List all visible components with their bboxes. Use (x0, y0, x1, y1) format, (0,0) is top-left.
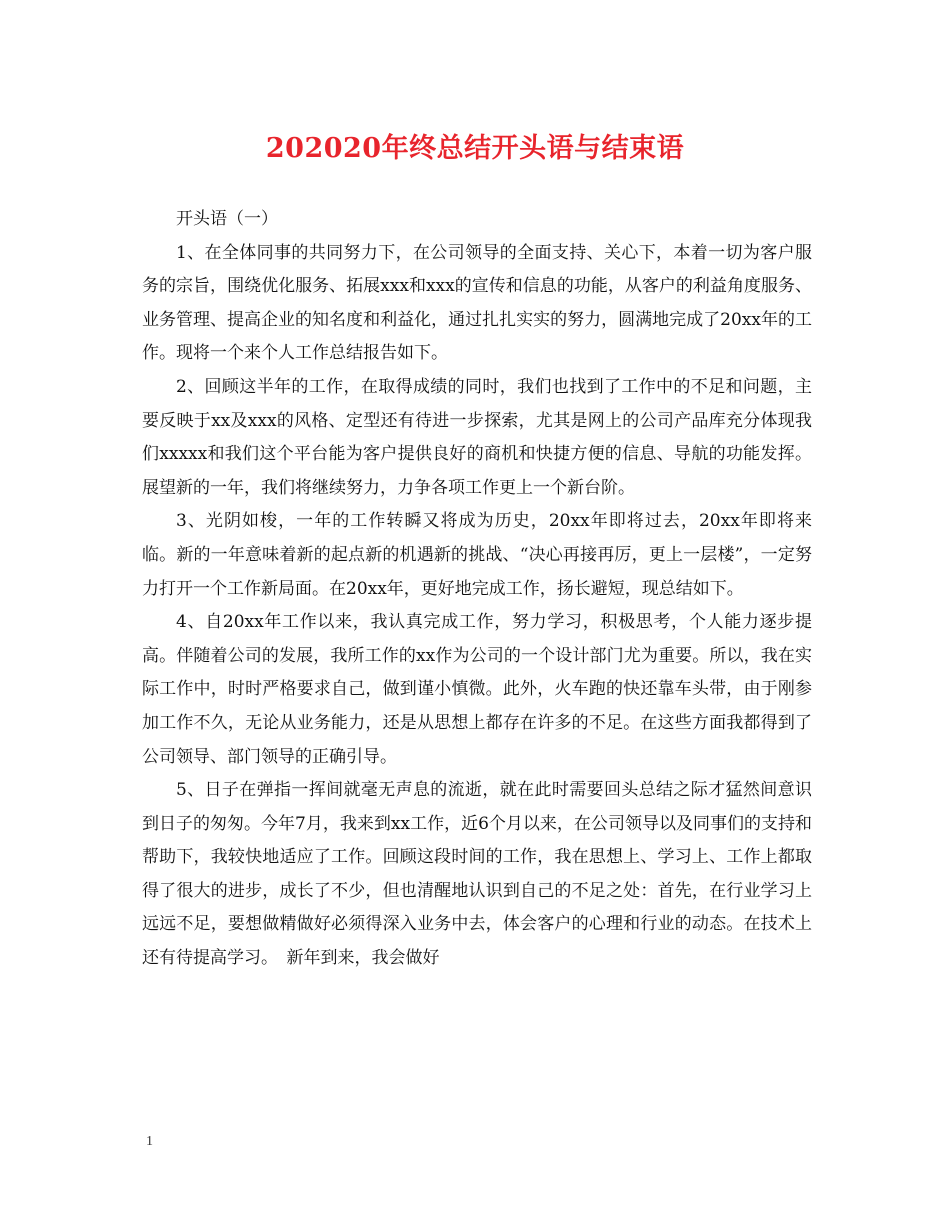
section-heading: 开头语（一） (176, 209, 278, 229)
document-title: 202020年终总结开头语与结束语 (265, 133, 685, 164)
paragraph-1: 1、在全体同事的共同努力下，在公司领导的全面支持、关心下，本着一切为客户服务的宗旨，围绕优化服务、拓展xxx和xxx的宣传和信息的功能，从客户的利益角度服务、业务管理、提高企业的知名度和利益化，通过扎扎实实的努力，圆满地完成了20xx年的工作。现将一个来个人工作总结报告如下。 (142, 242, 812, 364)
page-number: 1 (146, 1134, 153, 1149)
document-body (142, 203, 812, 976)
paragraph-2: 2、回顾这半年的工作，在取得成绩的同时，我们也找到了工作中的不足和问题，主要反映于xx及xxx的风格、定型还有待进一步探索，尤其是网上的公司产品库充分体现我们xxxxx和我们这个平台能为客户提供良好的商机和快捷方便的信息、导航的功能发挥。展望新的一年，我们将继续努力，力争各项工作更上一个新台阶。 (142, 376, 812, 498)
paragraph-5: 5、日子在弹指一挥间就毫无声息的流逝，就在此时需要回头总结之际才猛然间意识到日子的匆匆。今年7月，我来到xx工作，近6个月以来，在公司领导以及同事们的支持和帮助下，我较快地适应了工作。回顾这段时间的工作，我在思想上、学习上、工作上都取得了很大的进步，成长了不少，但也清醒地认识到自己的不足之处：首先，在行业学习上远远不足，要想做精做好必须得深入业务中去，体会客户的心理和行业的动态。在技术上还有待提高学习。 新年到来，我会做好 (142, 780, 812, 969)
paragraph-3: 3、光阴如梭，一年的工作转瞬又将成为历史，20xx年即将过去，20xx年即将来临。新的一年意味着新的起点新的机遇新的挑战、“决心再接再厉，更上一层楼”，一定努力打开一个工作新局面。在20xx年，更好地完成工作，扬长避短，现总结如下。 (142, 511, 812, 599)
paragraph-4: 4、自20xx年工作以来，我认真完成工作，努力学习，积极思考，个人能力逐步提高。伴随着公司的发展，我所工作的xx作为公司的一个设计部门尤为重要。所以，我在实际工作中，时时严格要求自己，做到谨小慎微。此外，火车跑的快还靠车头带，由于刚参加工作不久，无论从业务能力，还是从思想上都存在许多的不足。在这些方面我都得到了公司领导、部门领导的正确引导。 (142, 612, 812, 767)
